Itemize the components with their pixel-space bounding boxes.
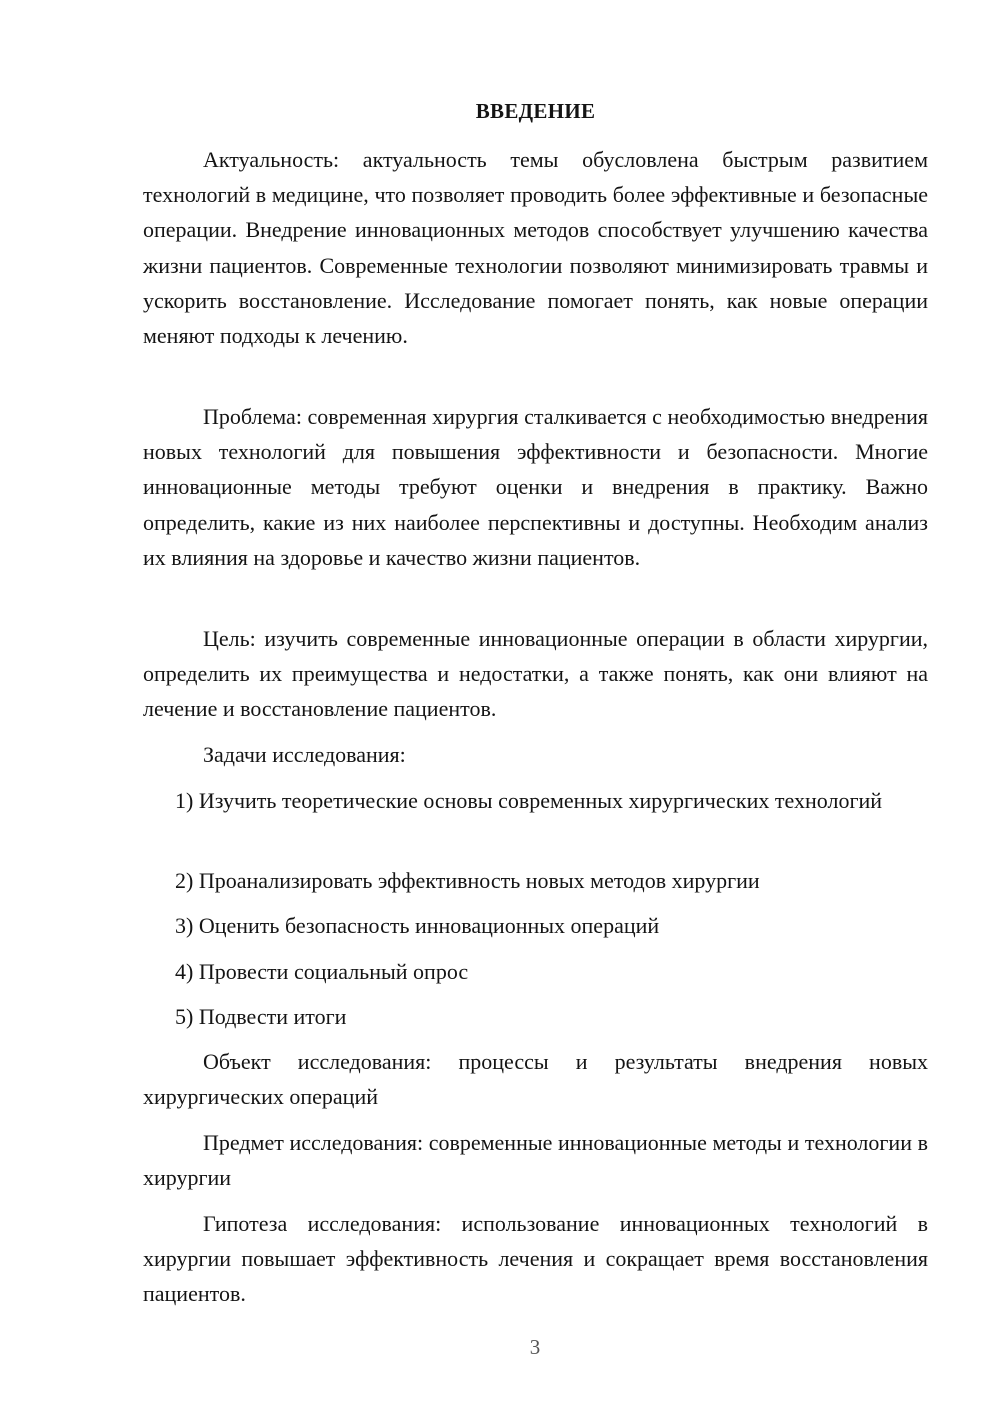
task-item-4: 4) Провести социальный опрос — [175, 959, 469, 984]
task-item-2: 2) Проанализировать эффективность новых методов хирургии — [175, 868, 760, 893]
relevance-paragraph: Актуальность: актуальность темы обусловлена быстрым развитием технологий в медицине, что позволяет проводить более эффективные и безопасные операции. Внедрение инновационных методов способствует улучшению качества жизни пациентов. Современные технологии позволяют минимизировать травмы и ускорить восстановление. Исследование помогает понять, как новые операции меняют подходы к лечению. — [143, 147, 928, 349]
object-paragraph: Объект исследования: процессы и результаты внедрения новых хирургических операций — [143, 1049, 928, 1110]
task-item-5: 5) Подвести итоги — [175, 1004, 347, 1029]
hypothesis-paragraph: Гипотеза исследования: использование инновационных технологий в хирургии повышает эффективность лечения и сокращает время восстановления пациентов. — [143, 1211, 928, 1307]
page-title: ВВЕДЕНИЕ — [475, 99, 596, 123]
task-item-3: 3) Оценить безопасность инновационных операций — [175, 913, 660, 938]
subject-paragraph: Предмет исследования: современные инновационные методы и технологии в хирургии — [143, 1130, 928, 1191]
problem-paragraph: Проблема: современная хирургия сталкивается с необходимостью внедрения новых технологий для повышения эффективности и безопасности. Многие инновационные методы требуют оценки и внедрения в практику. Важно определить, какие из них наиболее перспективны и доступны. Необходим анализ их влияния на здоровье и качество жизни пациентов. — [143, 404, 928, 570]
task-item-1: 1) Изучить теоретические основы современных хирургических технологий — [175, 788, 883, 813]
tasks-heading: Задачи исследования: — [203, 742, 406, 767]
goal-paragraph: Цель: изучить современные инновационные операции в области хирургии, определить их преимущества и недостатки, а также понять, как они влияют на лечение и восстановление пациентов. — [143, 626, 928, 722]
page-number: 3 — [529, 1335, 541, 1359]
